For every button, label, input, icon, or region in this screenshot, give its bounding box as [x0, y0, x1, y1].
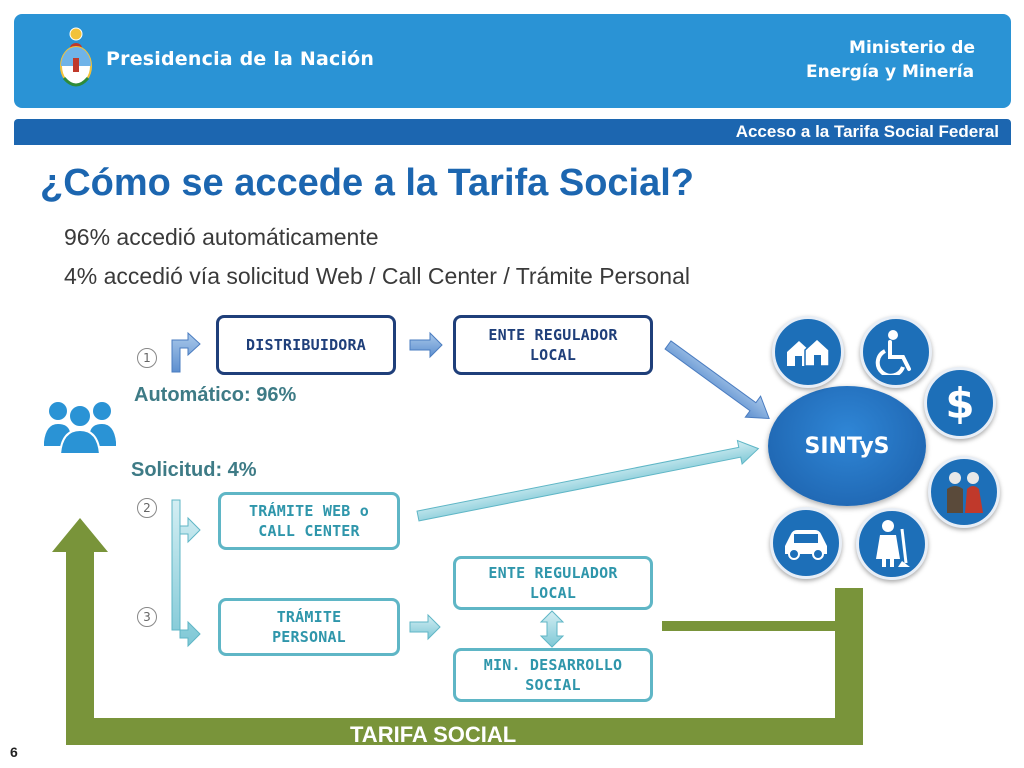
ministerio-line1: Ministerio de [849, 38, 975, 58]
arrow-ente-sintys [660, 334, 776, 429]
sintys-hub [768, 386, 926, 506]
svg-text:$: $ [945, 379, 975, 428]
bullet-request: 4% accedió vía solicitud Web / Call Center / Trámite Personal [64, 263, 690, 289]
people-group-icon [44, 396, 116, 456]
wheelchair-icon [860, 316, 932, 388]
ente-regulador-bottom-box [453, 556, 653, 610]
arrow-distribuidora-ente [410, 333, 442, 357]
personal-line1: TRÁMITE [276, 608, 342, 626]
ente-bottom-line1: ENTE REGULADOR [488, 564, 618, 582]
distribuidora-label: DISTRIBUIDORA [246, 336, 366, 354]
distribuidora-box [216, 315, 396, 375]
houses-icon [772, 316, 844, 388]
bullet-automatic: 96% accedió automáticamente [64, 224, 379, 250]
solicitud-label: Solicitud: 4% [131, 459, 257, 481]
ente-bottom-line2: LOCAL [529, 584, 577, 602]
ministerio-line2: Energía y Minería [806, 62, 975, 82]
car-icon [770, 507, 842, 579]
page-number: 6 [10, 744, 18, 760]
domestic-worker-icon [856, 508, 928, 580]
arrow-personal-ente [410, 615, 440, 639]
double-arrow-ente-desarrollo [541, 611, 563, 647]
ente-regulador-top-box [453, 315, 653, 375]
tarifa-social-label: TARIFA SOCIAL [350, 722, 517, 747]
ente-top-line2: LOCAL [529, 346, 577, 364]
subheader-text: Acceso a la Tarifa Social Federal [735, 122, 999, 141]
ente-top-line1: ENTE REGULADOR [488, 326, 618, 344]
step-number-1: 1 [137, 348, 157, 368]
desarrollo-line1: MIN. DESARROLLO [483, 656, 623, 674]
arrow-web-sintys [416, 437, 761, 528]
tramite-personal-box [218, 598, 400, 656]
page-title: ¿Cómo se accede a la Tarifa Social? [40, 162, 694, 204]
step1-bent-arrow [172, 333, 200, 372]
elderly-couple-icon [928, 456, 1000, 528]
step-number-3: 3 [137, 607, 157, 627]
min-desarrollo-box [453, 648, 653, 702]
money-icon [924, 367, 996, 439]
personal-line2: PERSONAL [272, 628, 346, 646]
desarrollo-line2: SOCIAL [525, 676, 581, 694]
step-number-2: 2 [137, 498, 157, 518]
presidencia-title: Presidencia de la Nación [106, 48, 375, 70]
automatico-label: Automático: 96% [134, 384, 297, 406]
web-line2: CALL CENTER [258, 522, 360, 540]
sintys-label: SINTyS [804, 433, 890, 459]
web-line1: TRÁMITE WEB o [249, 502, 369, 520]
steps-bracket-arrow [172, 500, 200, 646]
tramite-web-box [218, 492, 400, 550]
